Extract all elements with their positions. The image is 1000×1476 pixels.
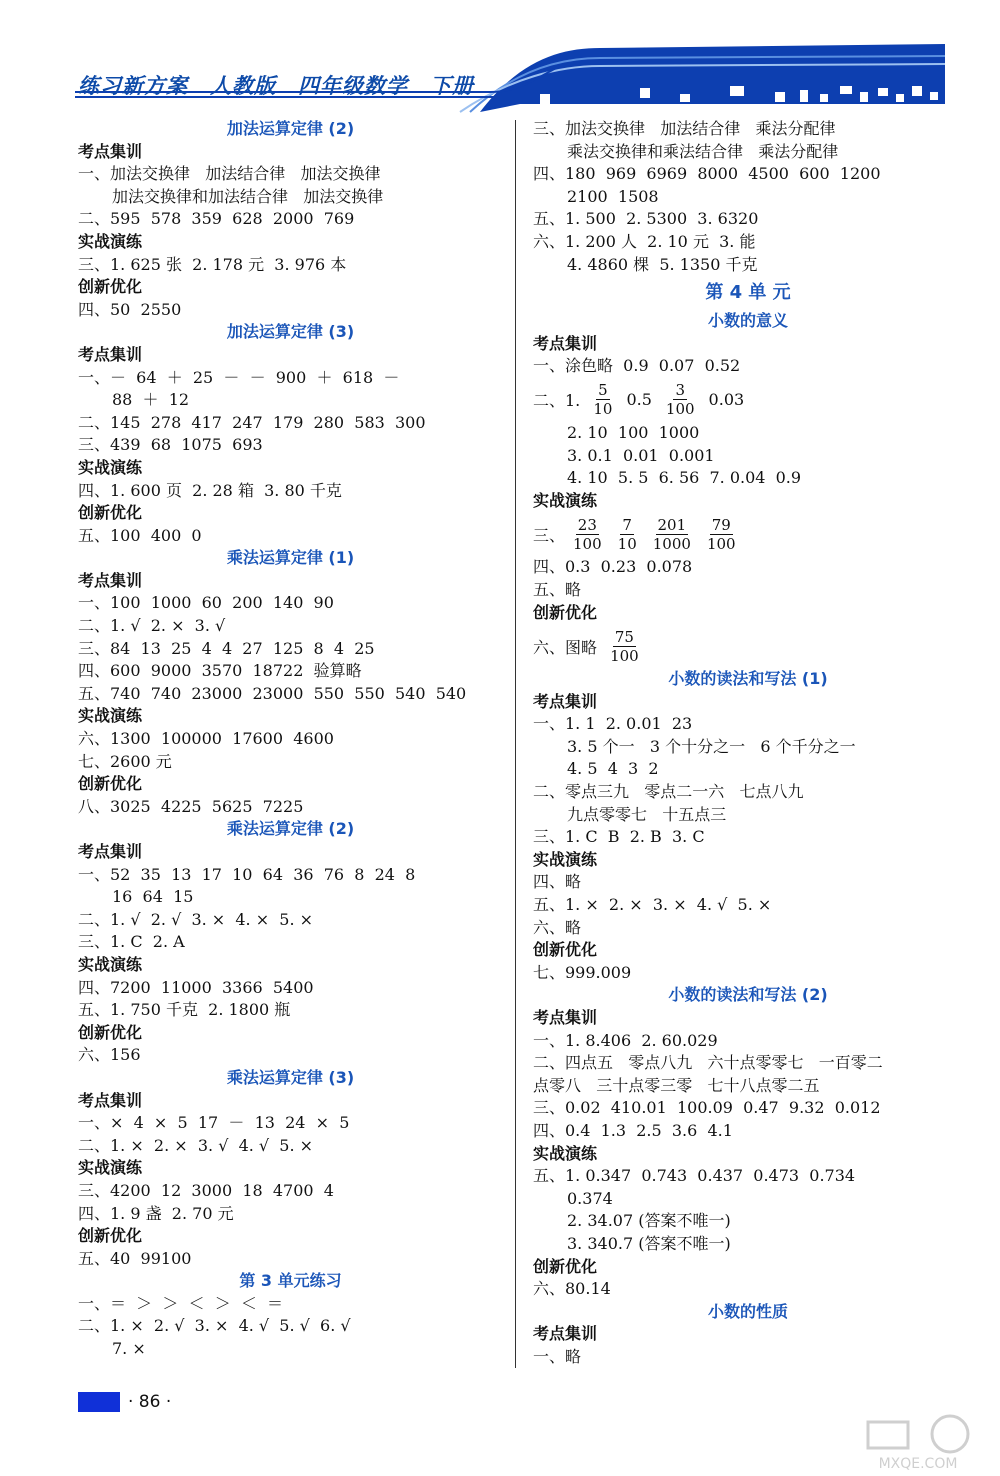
answer-line: 一、× 4 × 5 17 － 13 24 × 5 <box>78 1113 350 1133</box>
answer-line: 二、1. √ 2. × 3. √ <box>78 616 226 636</box>
answer-line: 四、1. 600 页 2. 28 箱 3. 80 千克 <box>78 480 342 500</box>
fraction <box>573 516 602 553</box>
answer-line: 五、40 99100 <box>78 1248 192 1268</box>
answer-line: 四、180 969 6969 8000 4500 600 1200 <box>533 164 881 184</box>
fraction-denominator: 100 <box>610 646 639 665</box>
answer-line: 五、1. 750 千克 2. 1800 瓶 <box>78 1000 291 1020</box>
fraction-answer-line <box>533 378 963 422</box>
fraction <box>618 516 637 553</box>
answer-label: 三、 <box>533 525 566 545</box>
answer-line: 一、－ 64 ＋ 25 － － 900 ＋ 618 － <box>78 367 400 387</box>
answer-line: 三、4200 12 3000 18 4700 4 <box>78 1180 334 1200</box>
answer-line: 九点零零七 十五点三 <box>567 804 727 824</box>
subsection-heading: 实战演练 <box>78 954 143 974</box>
answer-line: 七、2600 元 <box>78 751 172 771</box>
answer-line: 一、52 35 13 17 10 64 36 76 8 24 8 <box>78 864 416 884</box>
answer-line: 三、84 13 25 4 4 27 125 8 4 25 <box>78 638 375 658</box>
answer-line: 2100 1508 <box>567 186 659 206</box>
subsection-heading: 考点集训 <box>78 1090 143 1110</box>
answer-line: 二、四点五 零点八九 六十点零零七 一百零二 <box>533 1053 883 1073</box>
fraction-numerator: 3 <box>675 381 685 400</box>
subsection-heading: 考点集训 <box>533 333 598 353</box>
subsection-heading: 考点集训 <box>533 1324 598 1344</box>
answer-line: 八、3025 4225 5625 7225 <box>78 796 304 816</box>
fraction-numerator: 5 <box>598 381 608 400</box>
subsection-heading: 考点集训 <box>78 141 143 161</box>
answer-line: 六、1300 100000 17600 4600 <box>78 729 334 749</box>
answer-line: 三、1. C 2. A <box>78 932 185 952</box>
subsection-heading: 实战演练 <box>533 490 598 510</box>
subsection-heading: 实战演练 <box>533 849 598 869</box>
page-number: · 86 · <box>128 1392 172 1412</box>
answer-line: 七、999.009 <box>533 962 632 982</box>
answer-line: 2. 10 100 1000 <box>567 422 700 442</box>
subsection-heading: 实战演练 <box>78 706 143 726</box>
fraction-answer-line <box>533 512 963 556</box>
answer-line: 四、600 9000 3570 18722 验算略 <box>78 661 362 681</box>
subsection-heading: 创新优化 <box>78 503 143 523</box>
fraction-denominator: 1000 <box>652 534 691 553</box>
fraction-numerator: 201 <box>657 515 687 534</box>
answer-line: 二、595 578 359 628 2000 769 <box>78 209 355 229</box>
answer-line: 一、1. 8.406 2. 60.029 <box>533 1030 718 1050</box>
answer-line: 二、145 278 417 247 179 280 583 300 <box>78 412 426 432</box>
answer-line: 4. 5 4 3 2 <box>567 759 659 779</box>
answer-line: 16 64 15 <box>112 887 194 907</box>
section-heading: 加法运算定律 (2) <box>226 119 355 138</box>
subsection-heading: 创新优化 <box>78 1226 143 1246</box>
fraction-denominator: 100 <box>706 534 736 553</box>
answer-line: 六、156 <box>78 1045 141 1065</box>
answer-line: 4. 10 5. 5 6. 56 7. 0.04 0.9 <box>567 468 802 488</box>
answer-label: 二、1. <box>533 391 586 411</box>
answer-line: 一、涂色略 0.9 0.07 0.52 <box>533 356 741 376</box>
subsection-heading: 考点集训 <box>533 691 598 711</box>
header-subject: 四年级数学 <box>298 74 408 98</box>
answer-line: 四、1. 9 盏 2. 70 元 <box>78 1203 234 1223</box>
answer-line: 2. 34.07 (答案不唯一) <box>567 1211 731 1231</box>
header-series: 练习新方案 <box>78 74 188 98</box>
column-divider <box>515 120 516 1368</box>
page-footer <box>78 1392 171 1412</box>
answer-value: 0.03 <box>708 390 745 410</box>
answer-line: 二、零点三九 零点二一六 七点八九 <box>533 782 804 802</box>
answer-line: 四、略 <box>533 872 582 892</box>
answer-line: 五、略 <box>533 579 582 599</box>
answer-line: 六、80.14 <box>533 1279 611 1299</box>
answer-line: 四、50 2550 <box>78 299 182 319</box>
answer-line: 四、0.4 1.3 2.5 3.6 4.1 <box>533 1120 733 1140</box>
subsection-heading: 创新优化 <box>78 1022 143 1042</box>
left-answer-column <box>78 118 503 1361</box>
answer-line: 五、1. 0.347 0.743 0.437 0.473 0.734 <box>533 1166 856 1186</box>
section-heading: 小数的性质 <box>707 1301 788 1321</box>
answer-line: 五、1. × 2. × 3. × 4. √ 5. × <box>533 895 772 915</box>
subsection-heading: 创新优化 <box>78 277 143 297</box>
answer-line: 六、1. 200 人 2. 10 元 3. 能 <box>533 231 756 251</box>
answer-line: 3. 340.7 (答案不唯一) <box>567 1233 731 1253</box>
answer-line: 三、439 68 1075 693 <box>78 435 263 455</box>
fraction <box>593 381 612 418</box>
section-heading: 小数的意义 <box>707 311 788 331</box>
fraction-answer-line <box>533 624 963 668</box>
section-heading: 小数的读法和写法 (2) <box>668 985 828 1005</box>
answer-line: 7. × <box>112 1339 146 1359</box>
section-heading: 加法运算定律 (3) <box>226 322 355 342</box>
page-number-box <box>78 1392 120 1412</box>
subsection-heading: 创新优化 <box>533 602 598 622</box>
answer-line: 点零八 三十点零三零 七十八点零二五 <box>533 1075 820 1095</box>
fraction-numerator: 79 <box>711 515 731 534</box>
subsection-heading: 实战演练 <box>533 1143 598 1163</box>
section-heading: 小数的读法和写法 (1) <box>668 669 828 689</box>
subsection-heading: 考点集训 <box>533 1008 598 1027</box>
fraction <box>610 628 639 665</box>
header-banner-graphic <box>0 0 1000 118</box>
fraction-numerator: 75 <box>614 627 634 646</box>
fraction-denominator: 100 <box>573 534 602 553</box>
answer-line: 4. 4860 棵 5. 1350 千克 <box>567 254 758 274</box>
answer-line: 四、0.3 0.23 0.078 <box>533 557 693 577</box>
answer-line: 88 ＋ 12 <box>112 390 190 410</box>
subsection-heading: 考点集训 <box>78 842 143 861</box>
header-volume: 下册 <box>430 74 474 98</box>
fraction-denominator: 10 <box>593 400 613 419</box>
answer-line: 五、740 740 23000 23000 550 550 540 540 <box>78 683 467 703</box>
subsection-heading: 实战演练 <box>78 1158 143 1178</box>
answer-line: 3. 0.1 0.01 0.001 <box>567 445 715 465</box>
answer-line: 一、1. 1 2. 0.01 23 <box>533 714 693 734</box>
subsection-heading: 考点集训 <box>78 570 143 590</box>
answer-line: 三、1. C B 2. B 3. C <box>533 827 705 847</box>
subsection-heading: 实战演练 <box>78 231 143 251</box>
answer-line: 三、0.02 410.01 100.09 0.47 9.32 0.012 <box>533 1098 881 1118</box>
answer-label: 六、图略 <box>533 637 603 657</box>
section-heading: 乘法运算定律 (1) <box>226 548 355 568</box>
watermark-logo <box>858 1412 978 1472</box>
fraction <box>666 381 695 418</box>
answer-line: 一、100 1000 60 200 140 90 <box>78 593 334 613</box>
answer-line: 二、1. × 2. √ 3. × 4. √ 5. √ 6. √ <box>78 1316 351 1336</box>
answer-line: 四、7200 11000 3366 5400 <box>78 977 314 997</box>
answer-line: 三、1. 625 张 2. 178 元 3. 976 本 <box>78 254 347 274</box>
fraction-denominator: 100 <box>665 400 695 419</box>
header-edition: 人教版 <box>210 74 276 98</box>
answer-line: 一、加法交换律 加法结合律 加法交换律 <box>78 164 381 184</box>
answer-line: 二、1. × 2. × 3. √ 4. √ 5. × <box>78 1135 314 1155</box>
fraction <box>653 516 691 553</box>
fraction <box>707 516 736 553</box>
answer-line: 五、100 400 0 <box>78 525 202 545</box>
answer-line: 3. 5 个一 3 个十分之一 6 个千分之一 <box>567 736 856 756</box>
fraction-numerator: 7 <box>622 515 632 534</box>
answer-line: 三、加法交换律 加法结合律 乘法分配律 <box>533 119 836 138</box>
right-answer-column <box>533 118 963 1369</box>
page-header <box>0 0 1000 118</box>
subsection-heading: 考点集训 <box>78 344 143 364</box>
section-heading: 乘法运算定律 (2) <box>226 819 355 839</box>
fraction-numerator: 23 <box>577 515 597 534</box>
subsection-heading: 创新优化 <box>533 940 598 960</box>
answer-line: 一、略 <box>533 1346 582 1366</box>
section-heading: 第 3 单元练习 <box>239 1271 342 1291</box>
answer-line: 一、＝ ＞ ＞ ＜ ＞ ＜ ＝ <box>78 1293 284 1313</box>
header-title <box>78 70 496 100</box>
answer-line: 六、略 <box>533 917 582 937</box>
answer-line: 加法交换律和加法结合律 加法交换律 <box>112 186 384 206</box>
unit-heading: 第 4 单 元 <box>705 282 791 304</box>
section-heading: 乘法运算定律 (3) <box>226 1067 355 1087</box>
subsection-heading: 实战演练 <box>78 457 143 477</box>
answer-line: 二、1. √ 2. √ 3. × 4. × 5. × <box>78 909 314 929</box>
watermark-text: MXQE.COM <box>878 1456 958 1472</box>
answer-line: 0.374 <box>567 1188 613 1208</box>
subsection-heading: 创新优化 <box>533 1256 598 1276</box>
answer-value: 0.5 <box>626 390 652 410</box>
subsection-heading: 创新优化 <box>78 774 143 794</box>
answer-line: 乘法交换律和乘法结合律 乘法分配律 <box>567 141 839 161</box>
answer-line: 五、1. 500 2. 5300 3. 6320 <box>533 209 759 229</box>
fraction-denominator: 10 <box>617 534 637 553</box>
